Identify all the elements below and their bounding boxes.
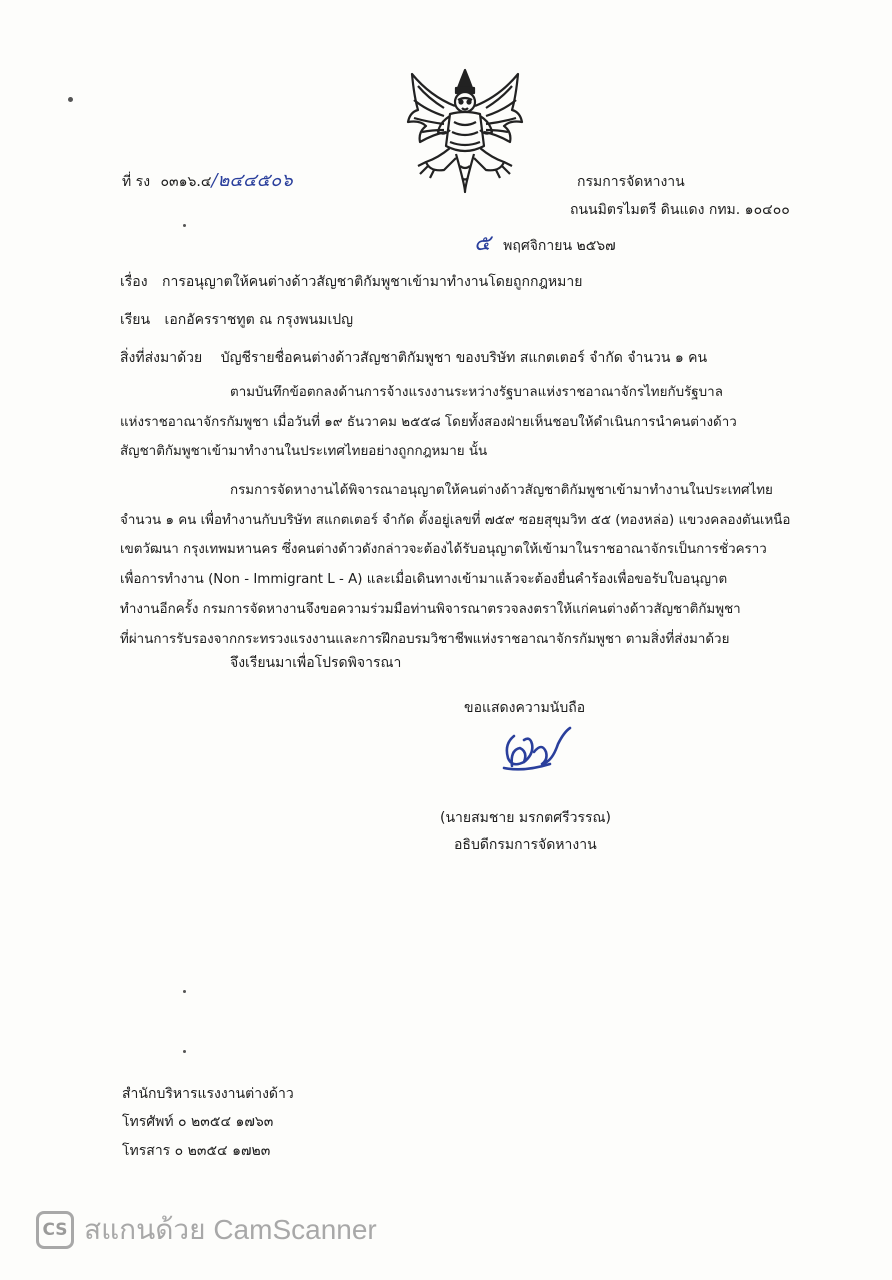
body-paragraph-1 xyxy=(120,378,806,467)
paragraph-line: ที่ผ่านการรับรองจากกระทรวงแรงงานและการฝึกอบรมวิชาชีพแห่งราชอาณาจักรกัมพูชา ตามสิ่งที่ส่งมาด้วย xyxy=(120,631,730,647)
date-day-handwritten: ๕ xyxy=(474,231,491,256)
attachment-label: สิ่งที่ส่งมาด้วย xyxy=(120,350,203,366)
recipient-line xyxy=(120,310,353,330)
footer-office: สำนักบริหารแรงงานต่างด้าว xyxy=(122,1086,294,1102)
garuda-emblem xyxy=(400,66,530,198)
scan-speck xyxy=(183,1050,186,1053)
signatory-name: (นายสมชาย มรกตศรีวรรณ) xyxy=(440,810,611,826)
paragraph-line: แห่งราชอาณาจักรกัมพูชา เมื่อวันที่ ๑๙ ธันวาคม ๒๕๕๘ โดยทั้งสองฝ่ายเห็นชอบให้ดำเนินการนำคนต่างด้าว xyxy=(120,414,737,430)
subject-line xyxy=(120,272,582,292)
handwritten-signature xyxy=(494,722,574,778)
paragraph-line: สัญชาติกัมพูชาเข้ามาทำงานในประเทศไทยอย่างถูกกฎหมาย นั้น xyxy=(120,444,488,460)
reference-label: ที่ รง xyxy=(122,174,151,190)
salutation: ขอแสดงความนับถือ xyxy=(464,700,586,716)
signatory-position: อธิบดีกรมการจัดหางาน xyxy=(454,837,597,853)
footer-phone: โทรศัพท์ ๐ ๒๓๕๔ ๑๗๖๓ xyxy=(122,1114,274,1130)
paragraph-line: ทำงานอีกครั้ง กรมการจัดหางานจึงขอความร่วมมือท่านพิจารณาตรวจลงตราให้แก่คนต่างด้าวสัญชาติกัมพูชา xyxy=(120,601,741,617)
paragraph-line: เพื่อการทำงาน (Non - Immigrant L - A) และเมื่อเดินทางเข้ามาแล้วจะต้องยื่นคำร้องเพื่อขอรับใบอนุญาต xyxy=(120,572,728,588)
organization-address: ถนนมิตรไมตรี ดินแดง กทม. ๑๐๔๐๐ xyxy=(570,202,790,218)
reference-prefix: ๐๓๑๖.๔ xyxy=(160,174,212,190)
camscanner-watermark xyxy=(36,1208,377,1252)
attachment-line xyxy=(120,348,707,368)
footer-fax: โทรสาร ๐ ๒๓๕๔ ๑๗๒๓ xyxy=(122,1143,271,1159)
paragraph-line: กรมการจัดหางานได้พิจารณาอนุญาตให้คนต่างด้าวสัญชาติกัมพูชาเข้ามาทำงานในประเทศไทย xyxy=(230,483,773,498)
subject-text: การอนุญาตให้คนต่างด้าวสัญชาติกัมพูชาเข้ามาทำงานโดยถูกกฎหมาย xyxy=(162,274,583,290)
reference-handwritten: /๒๔๔๕๐๖ xyxy=(211,170,293,191)
scan-speck xyxy=(183,990,186,993)
closing-request: จึงเรียนมาเพื่อโปรดพิจารณา xyxy=(230,655,402,671)
recipient-label: เรียน xyxy=(120,312,151,328)
scan-speck xyxy=(68,97,73,102)
paragraph-line: จำนวน ๑ คน เพื่อทำงานกับบริษัท สแกตเตอร์ จำกัด ตั้งอยู่เลขที่ ๗๕๙ ซอยสุขุมวิท ๕๕ (ทองหล่อ) แขวงคลองตันเหนือ xyxy=(120,512,791,528)
camscanner-logo-icon: CS xyxy=(36,1211,74,1249)
subject-label: เรื่อง xyxy=(120,274,148,290)
organization-name: กรมการจัดหางาน xyxy=(577,174,685,190)
paragraph-line: ตามบันทึกข้อตกลงด้านการจ้างแรงงานระหว่างรัฐบาลแห่งราชอาณาจักรไทยกับรัฐบาล xyxy=(230,385,723,400)
reference-number xyxy=(122,171,293,192)
paragraph-line: เขตวัฒนา กรุงเทพมหานคร ซึ่งคนต่างด้าวดังกล่าวจะต้องได้รับอนุญาตให้เข้ามาในราชอาณาจักรเป็นการชั่วคราว xyxy=(120,542,767,558)
date-month-year: พฤศจิกายน ๒๕๖๗ xyxy=(503,238,616,254)
scan-speck xyxy=(183,224,186,227)
body-paragraph-2 xyxy=(120,476,806,654)
attachment-text: บัญชีรายชื่อคนต่างด้าวสัญชาติกัมพูชา ของบริษัท สแกตเตอร์ จำกัด จำนวน ๑ คน xyxy=(220,350,708,366)
camscanner-text: สแกนด้วย CamScanner xyxy=(84,1214,377,1245)
document-date xyxy=(474,231,616,256)
recipient-text: เอกอัครราชทูต ณ กรุงพนมเปญ xyxy=(164,312,354,328)
